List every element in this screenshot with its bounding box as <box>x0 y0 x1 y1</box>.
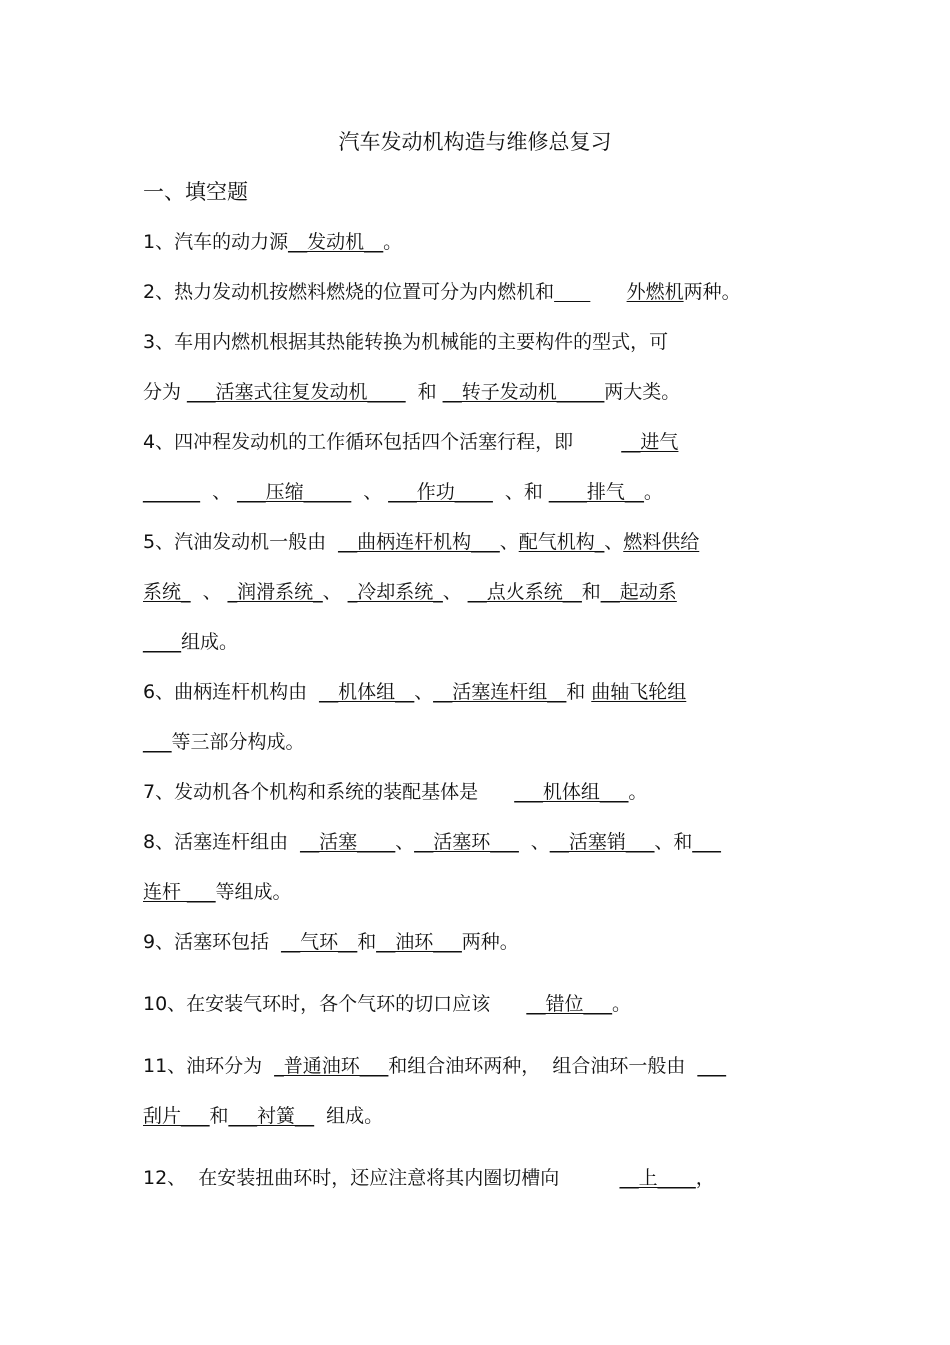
question-line <box>143 278 741 306</box>
answer-blank: ___压缩_____ <box>237 481 352 503</box>
answer-blank: ___衬簧__ <box>228 1105 315 1127</box>
question-line <box>143 678 686 706</box>
question-text <box>590 281 626 303</box>
answer-blank <box>554 281 590 303</box>
question-text: 、 <box>351 481 389 503</box>
answer-blank: ___作功____ <box>388 481 493 503</box>
question-text: 和 <box>209 1105 229 1127</box>
answer-blank: __错位___ <box>526 993 612 1015</box>
answer-blank: 曲轴飞轮组 <box>591 681 687 703</box>
answer-blank: 外燃机 <box>626 281 684 303</box>
question-line <box>143 378 680 406</box>
question-line <box>143 928 519 956</box>
answer-blank: _润滑系统_ <box>227 581 323 603</box>
question-text: 、和 <box>654 831 693 853</box>
question-text: 等三部分构成。 <box>171 731 305 753</box>
answer-blank: __机体组__ <box>319 681 415 703</box>
question-text: 1、汽车的动力源 <box>143 231 289 253</box>
answer-blank: _冷却系统_ <box>347 581 443 603</box>
question-text: 9、活塞环包括 <box>143 931 282 953</box>
question-text: 4、四冲程发动机的工作循环包括四个活塞行程，即 <box>143 431 574 453</box>
question-line <box>143 528 699 556</box>
question-line <box>143 478 663 506</box>
question-text: 、 <box>442 581 468 603</box>
question-text: 、 <box>395 831 415 853</box>
answer-blank: 燃料供给 <box>623 531 700 553</box>
answer-blank: __曲柄连杆机构___ <box>338 531 500 553</box>
question-text: 两种。 <box>683 281 741 303</box>
question-line <box>143 778 647 806</box>
answer-blank: ____排气__ <box>548 481 644 503</box>
question-text: 和组合油环两种， 组合油环一般由 <box>388 1055 698 1077</box>
answer-blank: ___ <box>143 731 172 753</box>
answer-blank: ____ <box>143 631 181 653</box>
question-line <box>143 578 677 606</box>
question-text: 6、曲柄连杆机构由 <box>143 681 320 703</box>
question-line <box>143 828 721 856</box>
question-line <box>143 428 678 456</box>
question-text: 11、油环分为 <box>143 1055 275 1077</box>
question-text: 和 <box>566 681 592 703</box>
question-line <box>143 1164 715 1192</box>
answer-blank: 刮片___ <box>143 1105 210 1127</box>
question-line <box>143 878 292 906</box>
answer-blank: 配气机构_ <box>518 531 605 553</box>
question-text: 、 <box>190 581 228 603</box>
question-text: 和 <box>405 381 443 403</box>
question-text: 、 <box>414 681 434 703</box>
answer-blank: ___ <box>692 831 721 853</box>
question-text: 10、在安装气环时，各个气环的切口应该 <box>143 993 491 1015</box>
answer-blank: __点火系统__ <box>467 581 582 603</box>
answer-blank: __油环___ <box>376 931 462 953</box>
question-text: 、 <box>499 531 519 553</box>
answer-blank: 系统_ <box>143 581 191 603</box>
question-text: 5、汽油发动机一般由 <box>143 531 339 553</box>
question-text: 、 <box>518 831 550 853</box>
answer-blank: __活塞____ <box>300 831 396 853</box>
question-line <box>143 1102 383 1130</box>
question-text <box>573 431 621 453</box>
page-title: 汽车发动机构造与维修总复习 <box>338 130 612 154</box>
question-line <box>143 228 402 256</box>
answer-blank: _普通油环___ <box>274 1055 389 1077</box>
answer-blank: __发动机__ <box>288 231 384 253</box>
answer-blank: ______ <box>143 481 200 503</box>
question-text: 和 <box>581 581 601 603</box>
question-text <box>559 1167 619 1189</box>
question-text: ， <box>695 1167 715 1189</box>
question-text: 等组成。 <box>215 881 292 903</box>
question-line <box>143 728 305 756</box>
question-line <box>143 628 238 656</box>
question-text <box>490 993 526 1015</box>
question-text: 组成。 <box>181 631 239 653</box>
question-text: 2、热力发动机按燃料燃烧的位置可分为内燃机和 <box>143 281 555 303</box>
question-text: 、 <box>604 531 624 553</box>
answer-blank: __活塞环___ <box>414 831 519 853</box>
answer-blank: __进气 <box>621 431 679 453</box>
question-text: 分为 <box>143 381 188 403</box>
answer-blank: __起动系 <box>600 581 677 603</box>
question-text: 12、 在安装扭曲环时，还应注意将其内圈切槽向 <box>143 1167 560 1189</box>
answer-blank: ___ <box>697 1055 726 1077</box>
question-text: 8、活塞连杆组由 <box>143 831 301 853</box>
answer-blank: 连杆 ___ <box>143 881 216 903</box>
question-line <box>143 1052 726 1080</box>
answer-blank: ___活塞式往复发动机____ <box>187 381 406 403</box>
question-text: 。 <box>383 231 403 253</box>
answer-blank: __气环__ <box>281 931 358 953</box>
question-text: 和 <box>357 931 377 953</box>
answer-blank: __转子发动机_____ <box>442 381 605 403</box>
question-text: 两大类。 <box>604 381 681 403</box>
answer-blank: __上____ <box>619 1167 696 1189</box>
question-line <box>143 328 668 356</box>
question-text <box>478 781 514 803</box>
question-text: 。 <box>643 481 663 503</box>
question-text: 7、发动机各个机构和系统的装配基体是 <box>143 781 479 803</box>
section-heading: 一、填空题 <box>143 180 248 204</box>
question-text: 。 <box>628 781 648 803</box>
answer-blank: ___机体组___ <box>514 781 629 803</box>
question-text: 、 <box>322 581 348 603</box>
question-text: 。 <box>611 993 631 1015</box>
question-text: 、和 <box>492 481 549 503</box>
question-text: 组成。 <box>314 1105 384 1127</box>
answer-blank: __活塞销___ <box>549 831 655 853</box>
question-line <box>143 990 631 1018</box>
question-text: 3、车用内燃机根据其热能转换为机械能的主要构件的型式，可 <box>143 331 669 353</box>
answer-blank: __活塞连杆组__ <box>433 681 567 703</box>
question-text: 两种。 <box>461 931 519 953</box>
question-text: 、 <box>200 481 238 503</box>
